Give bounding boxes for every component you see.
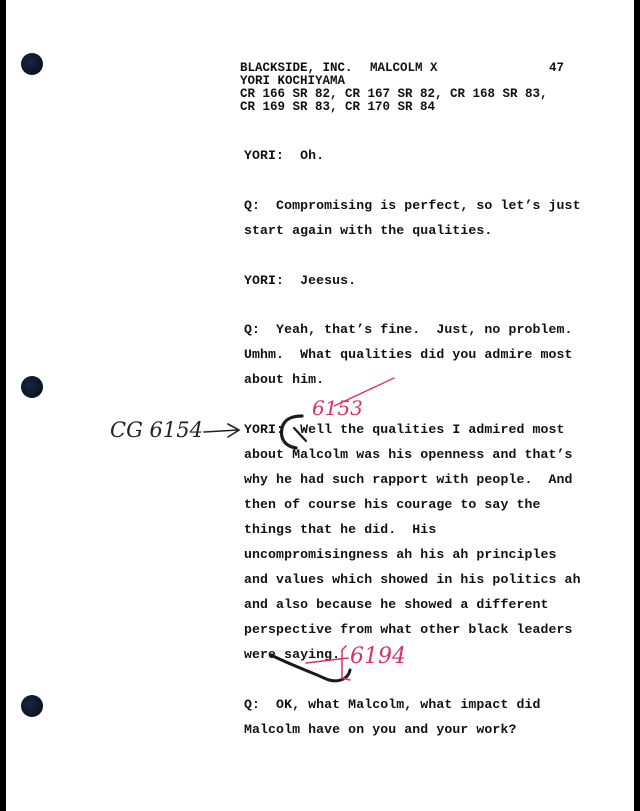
handwritten-timecode-start: 6153 [312,396,363,420]
transcript-line: start again with the qualities. [244,223,493,238]
header-page-number: 47 [549,61,565,75]
handwritten-timecode-end: 6194 [350,644,406,669]
transcript-line: Umhm. What qualities did you admire most [244,347,573,362]
transcript-line: YORI: Jeesus. [244,273,357,288]
transcript-line: and values which showed in his politics ah [244,572,581,587]
handwritten-margin-note: CG 6154 [110,418,203,442]
header-rolls-line-1: CR 166 SR 82, CR 167 SR 82, CR 168 SR 83, [240,87,548,101]
transcript-line: Malcolm have on you and your work? [244,722,517,737]
transcript-line: about him. [244,372,325,387]
red-stroke-start [334,378,394,406]
transcript-line: Q: Compromising is perfect, so let’s just [244,198,581,213]
transcript-line: perspective from what other black leaders [244,622,573,637]
header-rolls-line-2: CR 169 SR 83, CR 170 SR 84 [240,100,436,114]
header-title: MALCOLM X [370,61,438,75]
transcript-line: were saying. [244,647,341,662]
transcript-line: about Malcolm was his openness and that’s [244,447,573,462]
transcript-line: uncompromisingness ah his ah principles [244,547,557,562]
handwritten-marks [6,0,634,811]
header-interviewee: YORI KOCHIYAMA [240,74,346,88]
transcript-line: YORI: Oh. [244,148,325,163]
transcript-line: YORI: Well the qualities I admired most [244,422,565,437]
transcript-line: things that he did. His [244,522,437,537]
transcript-line: and also because he showed a different [244,597,549,612]
arrow-icon [204,424,239,437]
transcript-line: Q: Yeah, that’s fine. Just, no problem. [244,322,573,337]
header-company: BLACKSIDE, INC. [240,61,353,75]
transcript-page [6,0,634,811]
transcript-line: Q: OK, what Malcolm, what impact did [244,697,541,712]
transcript-line: why he had such rapport with people. And [244,472,573,487]
transcript-line: then of course his courage to say the [244,497,541,512]
bracket-start-tick [294,428,306,441]
